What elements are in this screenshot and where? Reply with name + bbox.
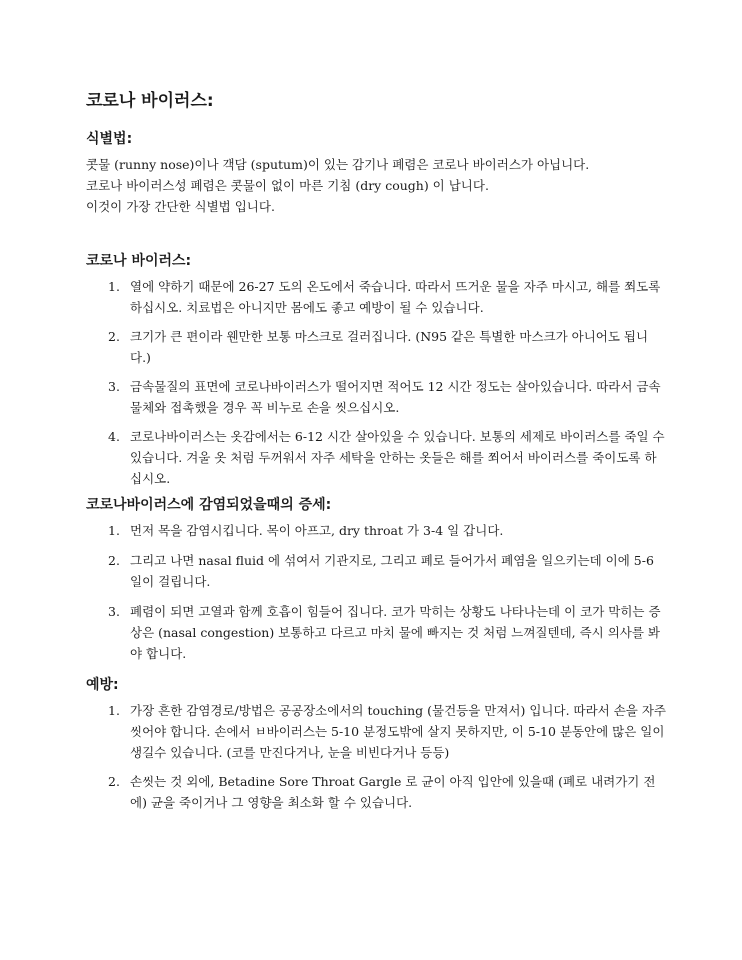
list-item: 2. 그리고 나면 nasal fluid 에 섞여서 기관지로, 그리고 폐로 들어가서 폐염을 일으키는데 이에 5-6 일이 걸립니다. (108, 553, 654, 589)
list-item: 1. 열에 약하기 때문에 26-27 도의 온도에서 죽습니다. 따라서 뜨거운 물을 자주 마시고, 해를 쬐도록 하십시오. 치료법은 아니지만 몸에도 좋고 예방이 될 수 있습니다. (108, 279, 661, 315)
symptoms-list (86, 520, 666, 664)
list-item-text: 크기가 큰 편이라 웬만한 보통 마스크로 걸러집니다. (N95 같은 특별한 마스크가 아니어도 됩니다.) (130, 329, 649, 365)
identify-line: 코로나 바이러스성 폐렴은 콧물이 없이 마른 기침 (dry cough) 이 납니다. (86, 178, 489, 193)
identify-heading: 식별법: (86, 131, 133, 147)
list-item: 4. 코로나바이러스는 옷감에서는 6-12 시간 살아있을 수 있습니다. 보통의 세제로 바이러스를 죽일 수 있습니다. 겨울 옷 처럼 두꺼워서 자주 세탁을 안하는 옷들은 해를 쬐어서 바이러스를 죽이도록 하십시오. (108, 429, 665, 486)
prevention-list (86, 700, 666, 813)
identify-line: 이것이 가장 간단한 식별법 입니다. (86, 199, 275, 214)
virus-list (86, 276, 666, 489)
list-item-text: 열에 약하기 때문에 26-27 도의 온도에서 죽습니다. 따라서 뜨거운 물을 자주 마시고, 해를 쬐도록 하십시오. 치료법은 아니지만 몸에도 좋고 예방이 될 수 있습니다. (130, 279, 661, 315)
list-item-text: 코로나바이러스는 옷감에서는 6-12 시간 살아있을 수 있습니다. 보통의 세제로 바이러스를 죽일 수 있습니다. 겨울 옷 처럼 두꺼워서 자주 세탁을 안하는 옷들은 해를 쬐어서 바이러스를 죽이도록 하십시오. (130, 429, 665, 486)
virus-heading: 코로나 바이러스: (86, 253, 192, 269)
symptoms-heading: 코로나바이러스에 감염되었을때의 증세: (86, 497, 332, 513)
list-item-text: 손씻는 것 외에, Betadine Sore Throat Gargle 로 균이 아직 입안에 있을때 (폐로 내려가기 전에) 균을 죽이거나 그 영향을 최소화 할 수 있습니다. (130, 774, 656, 810)
list-item: 2. 손씻는 것 외에, Betadine Sore Throat Gargle 로 균이 아직 입안에 있을때 (폐로 내려가기 전에) 균을 죽이거나 그 영향을 최소화 할 수 있습니다. (108, 774, 656, 810)
list-item: 2. 크기가 큰 편이라 웬만한 보통 마스크로 걸러집니다. (N95 같은 특별한 마스크가 아니어도 됩니다.) (108, 329, 649, 365)
list-item: 1. 가장 흔한 감염경로/방법은 공공장소에서의 touching (물건등을 만져서) 입니다. 따라서 손을 자주 씻어야 합니다. 손에서 ㅂ바이러스는 5-10 분정도밖에 살지 못하지만, 이 5-10 분동안에 많은 일이 생길수 있습니다. (코를 만진다거나, 눈을 비빈다거나 등등) (108, 703, 666, 760)
list-item-text: 폐렴이 되면 고열과 함께 호흡이 힘들어 집니다. 코가 막히는 상황도 나타나는데 이 코가 막히는 증상은 (nasal congestion) 보통하고 다르고 마치 물에 빠지는 것 처럼 느껴질텐데, 즉시 의사를 봐야 합니다. (130, 604, 661, 661)
list-item-text: 그리고 나면 nasal fluid 에 섞여서 기관지로, 그리고 폐로 들어가서 폐염을 일으키는데 이에 5-6 일이 걸립니다. (130, 553, 654, 589)
list-item-text: 먼저 목을 감염시킵니다. 목이 아프고, dry throat 가 3-4 일 갑니다. (130, 523, 504, 538)
list-item: 1. 먼저 목을 감염시킵니다. 목이 아프고, dry throat 가 3-4 일 갑니다. (108, 523, 504, 538)
identify-paragraph (86, 154, 686, 217)
list-item-text: 가장 흔한 감염경로/방법은 공공장소에서의 touching (물건등을 만져서) 입니다. 따라서 손을 자주 씻어야 합니다. 손에서 ㅂ바이러스는 5-10 분정도밖에 살지 못하지만, 이 5-10 분동안에 많은 일이 생길수 있습니다. (코를 만진다거나, 눈을 비빈다거나 등등) (130, 703, 666, 760)
list-item: 3. 폐렴이 되면 고열과 함께 호흡이 힘들어 집니다. 코가 막히는 상황도 나타나는데 이 코가 막히는 증상은 (nasal congestion) 보통하고 다르고 마치 물에 빠지는 것 처럼 느껴질텐데, 즉시 의사를 봐야 합니다. (108, 604, 661, 661)
identify-line: 콧물 (runny nose)이나 객담 (sputum)이 있는 감기나 폐렴은 코로나 바이러스가 아닙니다. (86, 157, 590, 172)
list-item: 3. 금속물질의 표면에 코로나바이러스가 떨어지면 적어도 12 시간 정도는 살아있습니다. 따라서 금속물체와 접촉했을 경우 꼭 비누로 손을 씻으십시오. (108, 379, 661, 415)
page-title: 코로나 바이러스: (86, 91, 214, 111)
prevention-heading: 예방: (86, 677, 119, 693)
list-item-text: 금속물질의 표면에 코로나바이러스가 떨어지면 적어도 12 시간 정도는 살아있습니다. 따라서 금속물체와 접촉했을 경우 꼭 비누로 손을 씻으십시오. (130, 379, 661, 415)
